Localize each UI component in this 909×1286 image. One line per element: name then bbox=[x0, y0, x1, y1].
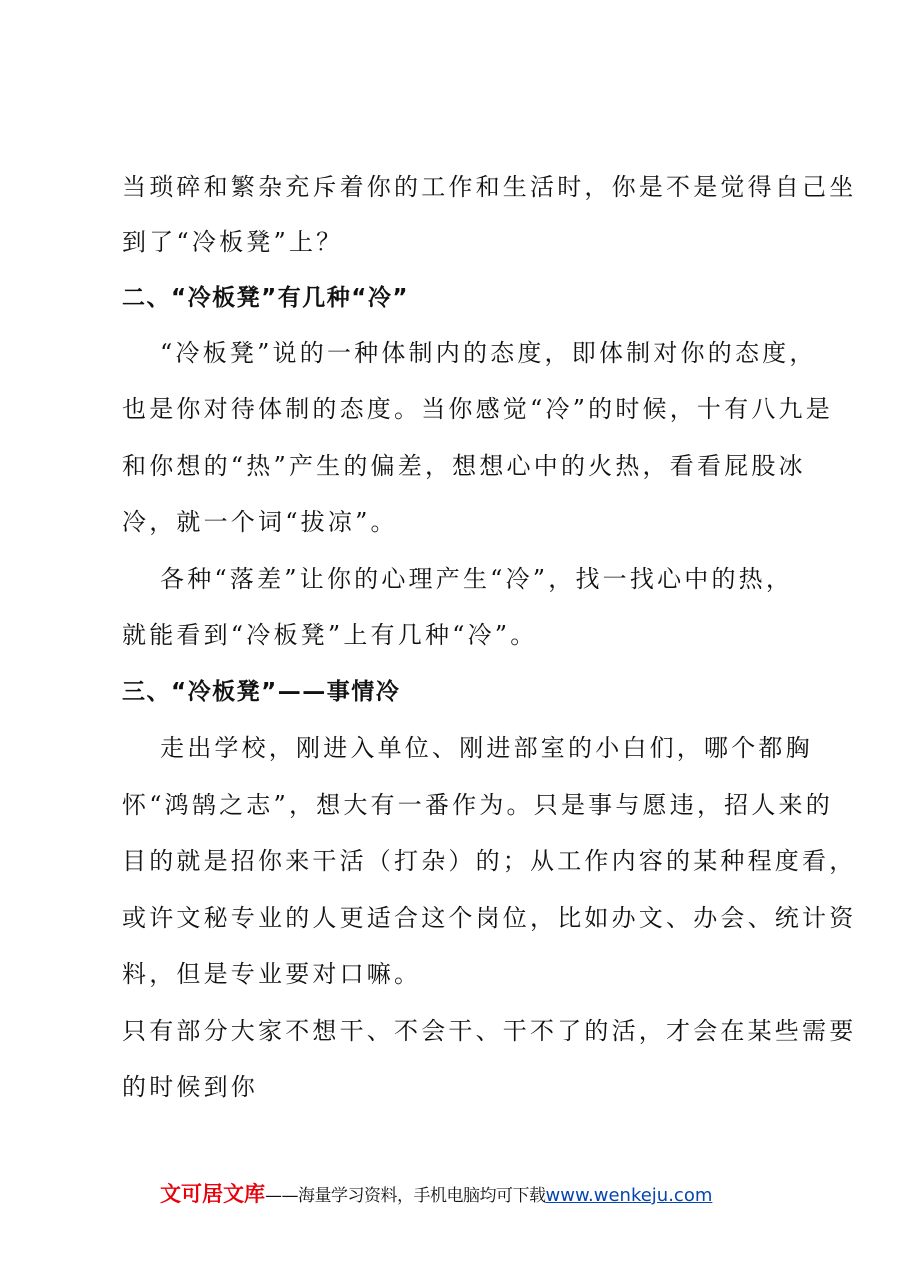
paragraph-line: 也是你对待体制的态度。当你感觉“冷”的时候，十有八九是 bbox=[122, 395, 833, 423]
footer-url-link[interactable]: www.wenkeju.com bbox=[545, 1185, 713, 1206]
paragraph-line: 各种“落差”让你的心理产生“冷”，找一找心中的热， bbox=[160, 565, 794, 593]
footer-banner bbox=[160, 1180, 712, 1210]
paragraph-line: 目的就是招你来干活（打杂）的；从工作内容的某种程度看， bbox=[122, 847, 857, 875]
footer-brand: 文可居文库 bbox=[160, 1182, 265, 1206]
paragraph-line: 料，但是专业要对口嘛。 bbox=[122, 960, 422, 988]
paragraph-line: 就能看到“冷板凳”上有几种“冷”。 bbox=[122, 621, 538, 649]
paragraph-line: 和你想的“热”产生的偏差，想想心中的火热，看看屁股冰 bbox=[122, 452, 806, 480]
paragraph-line: 怀“鸿鹄之志”，想大有一番作为。只是事与愿违，招人来的 bbox=[122, 791, 833, 819]
section-heading: 三、“冷板凳”——事情冷 bbox=[122, 679, 401, 705]
paragraph-line: 到了“冷板凳”上？ bbox=[122, 228, 344, 256]
section-heading: 二、“冷板凳”有几种“冷” bbox=[122, 285, 409, 311]
paragraph-line: 当琐碎和繁杂充斥着你的工作和生活时，你是不是觉得自己坐 bbox=[122, 173, 857, 201]
paragraph-line: 走出学校，刚进入单位、刚进部室的小白们，哪个都胸 bbox=[160, 734, 813, 762]
paragraph-line: 的时候到你 bbox=[122, 1073, 258, 1101]
footer-tagline: ——海量学习资料，手机电脑均可下载 bbox=[265, 1186, 546, 1206]
paragraph-line: 只有部分大家不想干、不会干、干不了的活，才会在某些需要 bbox=[122, 1017, 857, 1045]
paragraph-line: “冷板凳”说的一种体制内的态度，即体制对你的态度， bbox=[160, 339, 817, 367]
paragraph-line: 冷，就一个词“拔凉”。 bbox=[122, 508, 398, 536]
paragraph-line: 或许文秘专业的人更适合这个岗位，比如办文、办会、统计资 bbox=[122, 904, 857, 932]
